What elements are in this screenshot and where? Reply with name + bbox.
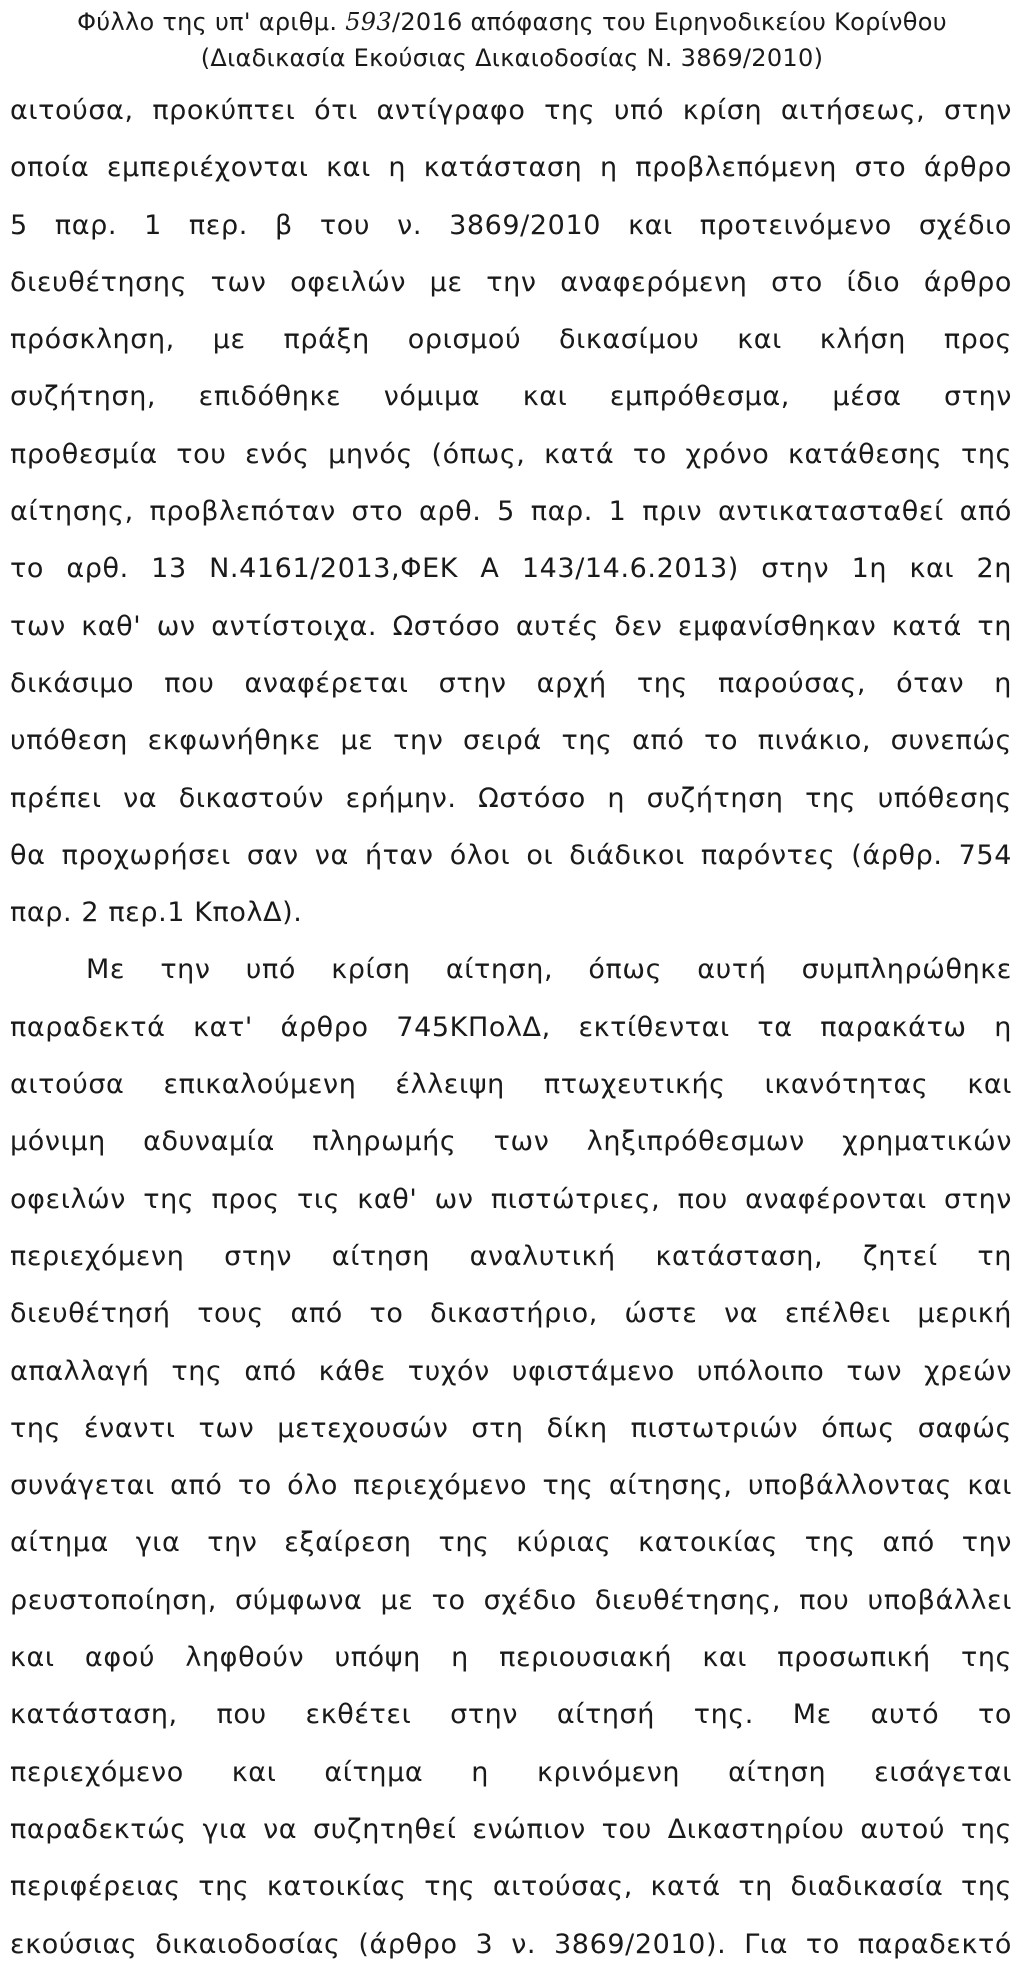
text-line: 5 παρ. 1 περ. β του ν. 3869/2010 και προτεινόμενο σχέδιο — [10, 209, 1012, 241]
text-line: περιεχόμενο και αίτημα η κρινόμενη αίτηση εισάγεται — [10, 1756, 1012, 1788]
text-line: αίτησης, προβλεπόταν στο αρθ. 5 παρ. 1 πριν αντικατασταθεί από — [10, 496, 1012, 528]
paragraph-1 — [10, 82, 1012, 941]
text-line: Με την υπό κρίση αίτηση, όπως αυτή συμπληρώθηκε — [86, 954, 1012, 986]
text-line: οποία εμπεριέχονται και η κατάσταση η προβλεπόμενη στο άρθρο — [10, 152, 1012, 184]
text-line: κατάσταση, που εκθέτει στην αίτησή της. Με αυτό το — [10, 1699, 1012, 1731]
header-prefix: Φύλλο της υπ' αριθμ. — [77, 8, 338, 36]
text-line: εκούσιας δικαιοδοσίας (άρθρο 3 ν. 3869/2010). Για το παραδεκτό — [10, 1928, 1012, 1960]
handwritten-decision-number: 593 — [345, 8, 392, 36]
text-line: υπόθεση εκφωνήθηκε με την σειρά της από το πινάκιο, συνεπώς — [10, 725, 1012, 757]
text-line: οφειλών της προς τις καθ' ων πιστώτριες, που αναφέρονται στην — [10, 1183, 1012, 1215]
text-line: της έναντι των μετεχουσών στη δίκη πιστωτριών όπως σαφώς — [10, 1412, 1012, 1444]
text-line: αιτούσα επικαλούμενη έλλειψη πτωχευτικής ικανότητας και — [10, 1069, 1012, 1101]
text-line: προθεσμία του ενός μηνός (όπως, κατά το χρόνο κατάθεσης της — [10, 438, 1012, 470]
text-line: απαλλαγή της από κάθε τυχόν υφιστάμενο υπόλοιπο των χρεών — [10, 1355, 1012, 1387]
header-line-1 — [0, 4, 1024, 40]
text-line: διευθέτησή τους από το δικαστήριο, ώστε να επέλθει μερική — [10, 1298, 1012, 1330]
text-line: δικάσιμο που αναφέρεται στην αρχή της παρούσας, όταν η — [10, 667, 1012, 699]
header-suffix: /2016 απόφασης του Ειρηνοδικείου Κορίνθου — [391, 8, 947, 36]
text-line: παραδεκτά κατ' άρθρο 745ΚΠολΔ, εκτίθενται τα παρακάτω η — [10, 1011, 1012, 1043]
text-line: και αφού ληφθούν υπόψη η περιουσιακή και προσωπική της — [10, 1642, 1012, 1674]
text-line: συζήτηση, επιδόθηκε νόμιμα και εμπρόθεσμα, μέσα στην — [10, 381, 1012, 413]
text-line: περιεχόμενη στην αίτηση αναλυτική κατάσταση, ζητεί τη — [10, 1240, 1012, 1272]
document-body — [10, 82, 1012, 1973]
text-line: συνάγεται από το όλο περιεχόμενο της αίτησης, υποβάλλοντας και — [10, 1470, 1012, 1502]
text-line: παρ. 2 περ.1 ΚπολΔ). — [10, 897, 303, 929]
text-line: θα προχωρήσει σαν να ήταν όλοι οι διάδικοι παρόντες (άρθρ. 754 — [10, 839, 1012, 871]
header-line-2: (Διαδικασία Εκούσιας Δικαιοδοσίας Ν. 3869/2010) — [200, 44, 824, 72]
text-line: περιφέρειας της κατοικίας της αιτούσας, κατά τη διαδικασία της — [10, 1871, 1012, 1903]
text-line: αίτημα για την εξαίρεση της κύριας κατοικίας της από την — [10, 1527, 1012, 1559]
page-header — [0, 4, 1024, 76]
text-line: διευθέτησης των οφειλών με την αναφερόμενη στο ίδιο άρθρο — [10, 266, 1012, 298]
text-line: των καθ' ων αντίστοιχα. Ωστόσο αυτές δεν εμφανίσθηκαν κατά τη — [10, 610, 1012, 642]
paragraph-2 — [10, 941, 1012, 1972]
text-line: το αρθ. 13 Ν.4161/2013,ΦΕΚ Α 143/14.6.2013) στην 1η και 2η — [10, 553, 1012, 585]
text-line: αιτούσα, προκύπτει ότι αντίγραφο της υπό κρίση αιτήσεως, στην — [10, 95, 1012, 126]
text-line: παραδεκτώς για να συζητηθεί ενώπιον του Δικαστηρίου αυτού της — [10, 1813, 1012, 1845]
text-line: μόνιμη αδυναμία πληρωμής των ληξιπρόθεσμων χρηματικών — [10, 1126, 1012, 1158]
text-line: πρέπει να δικαστούν ερήμην. Ωστόσο η συζήτηση της υπόθεσης — [10, 782, 1012, 814]
text-line: ρευστοποίηση, σύμφωνα με το σχέδιο διευθέτησης, που υποβάλλει — [10, 1584, 1012, 1616]
text-line: πρόσκληση, με πράξη ορισμού δικασίμου και κλήση προς — [10, 324, 1012, 356]
